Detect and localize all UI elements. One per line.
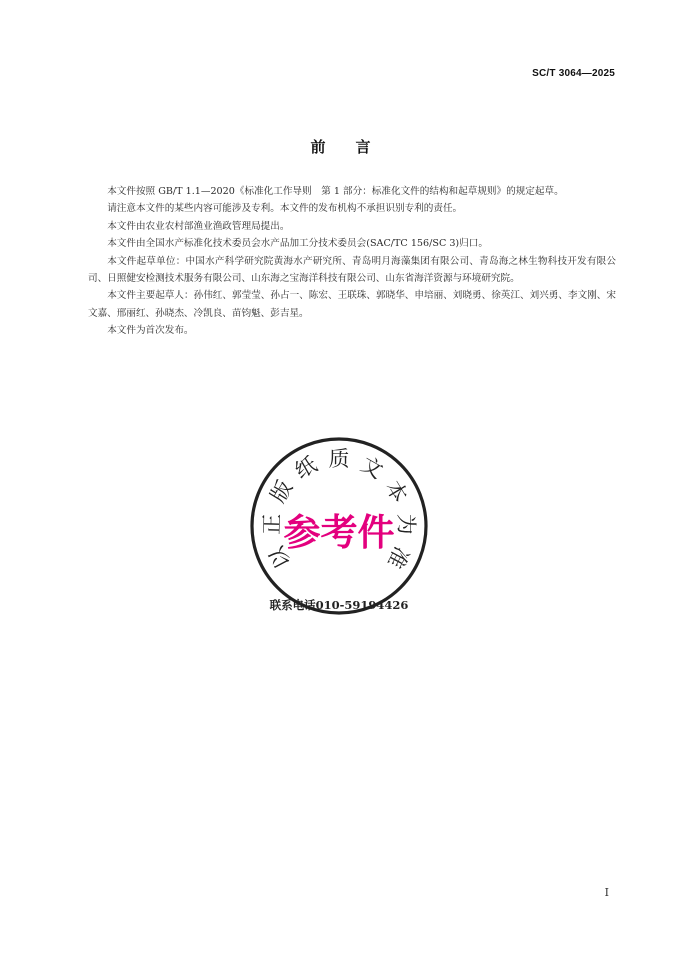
stamp-arc-char: 本 <box>380 476 413 507</box>
stamp-arc-char: 文 <box>356 452 388 484</box>
standard-code: SC/T 3064—2025 <box>532 68 615 79</box>
paragraph: 本文件起草单位：中国水产科学研究院黄海水产研究所、青岛明月海藻集团有限公司、青岛海之林生物科技开发有限公司、日照健安检测技术服务有限公司、山东海之宝海洋科技有限公司、山东省海洋资源与环境研究院。 <box>88 255 616 285</box>
paragraph: 本文件由农业农村部渔业渔政管理局提出。 <box>107 220 290 232</box>
stamp-phone-text: 联系电话010-59194426 <box>269 598 409 612</box>
paragraph: 本文件按照 GB/T 1.1—2020《标准化工作导则 第 1 部分：标准化文件的结构和起草规则》的规定起草。 <box>107 186 564 197</box>
stamp-arc-char: 准 <box>382 542 414 573</box>
page-number: I <box>604 886 609 899</box>
paragraph: 本文件为首次发布。 <box>107 325 194 337</box>
stamp-graphic <box>248 435 430 617</box>
paragraph: 本文件由全国水产标准化技术委员会水产品加工分技术委员会(SAC/TC 156/SC 3)归口。 <box>107 238 488 250</box>
stamp-arc-char: 为 <box>393 513 419 536</box>
reference-copy-stamp <box>248 435 430 617</box>
stamp-center-text: 参考件 <box>283 511 395 554</box>
stamp-arc-char: 以 <box>264 542 296 573</box>
stamp-arc-char: 正 <box>259 513 285 536</box>
stamp-arc-char: 版 <box>265 476 298 507</box>
paragraph: 本文件主要起草人：孙伟红、郭莹莹、孙占一、陈宏、王联珠、郭晓华、申培丽、刘晓勇、徐英江、刘兴勇、李文刚、宋文嘉、邢丽红、孙晓杰、冷凯良、苗钧魁、彭吉星。 <box>88 290 616 319</box>
paragraph: 请注意本文件的某些内容可能涉及专利。本文件的发布机构不承担识别专利的责任。 <box>107 203 463 215</box>
stamp-arc-char: 质 <box>328 447 350 471</box>
foreword-body <box>88 183 616 340</box>
page-title: 前言 <box>310 138 401 156</box>
stamp-arc-char: 纸 <box>290 452 322 484</box>
